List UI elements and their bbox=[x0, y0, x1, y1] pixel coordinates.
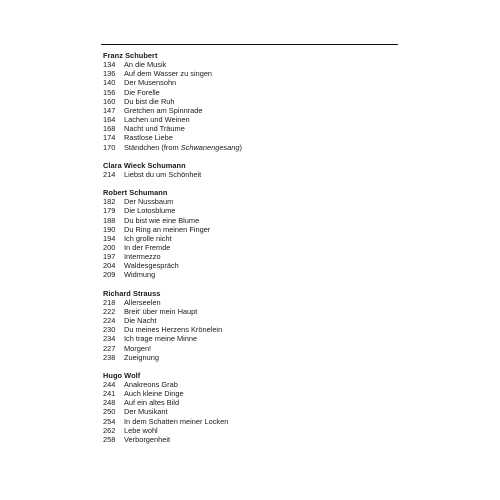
song-entry bbox=[103, 426, 403, 435]
page-number: 214 bbox=[103, 169, 116, 179]
song-entry bbox=[103, 106, 403, 115]
song-title: Ich grolle nicht bbox=[124, 233, 172, 243]
page-number: 241 bbox=[103, 389, 116, 399]
song-entry bbox=[103, 216, 403, 225]
song-entry bbox=[103, 69, 403, 78]
song-entry bbox=[103, 206, 403, 215]
page-number: 218 bbox=[103, 297, 116, 307]
song-entry bbox=[103, 344, 403, 353]
composer-section bbox=[103, 188, 403, 280]
song-entry bbox=[103, 234, 403, 243]
page-number: 140 bbox=[103, 78, 116, 88]
song-title: Anakreons Grab bbox=[124, 380, 178, 389]
page-number: 179 bbox=[103, 206, 116, 216]
song-title: Widmung bbox=[124, 270, 156, 280]
song-entry bbox=[103, 417, 403, 426]
header-rule bbox=[101, 44, 398, 45]
composer-heading: Hugo Wolf bbox=[103, 370, 141, 380]
song-entry bbox=[103, 243, 403, 252]
song-title: Der Musikant bbox=[124, 407, 168, 417]
song-entry bbox=[103, 325, 403, 334]
song-title: Die Lotosblume bbox=[124, 206, 176, 216]
page-number: 258 bbox=[103, 434, 116, 444]
song-entry bbox=[103, 78, 403, 87]
song-entry bbox=[103, 143, 403, 152]
page-number: 182 bbox=[103, 197, 116, 207]
page-number: 170 bbox=[103, 142, 116, 152]
song-title bbox=[124, 143, 403, 152]
table-of-contents bbox=[103, 51, 403, 453]
song-title: Die Nacht bbox=[124, 316, 157, 326]
song-entry bbox=[103, 380, 403, 389]
song-title: Lebe wohl bbox=[124, 425, 158, 435]
page-number: 156 bbox=[103, 87, 116, 97]
song-entry bbox=[103, 389, 403, 398]
page-number: 136 bbox=[103, 69, 116, 79]
song-title: Liebst du um Schönheit bbox=[124, 169, 202, 179]
page-number: 188 bbox=[103, 215, 116, 225]
composer-heading: Robert Schumann bbox=[103, 188, 168, 198]
composer-section bbox=[103, 371, 403, 444]
song-entry bbox=[103, 435, 403, 444]
song-entry bbox=[103, 133, 403, 142]
page-number: 164 bbox=[103, 115, 116, 125]
page-number: 227 bbox=[103, 343, 116, 353]
song-title: Ich trage meine Minne bbox=[124, 334, 198, 344]
page-number: 174 bbox=[103, 133, 116, 143]
song-entry bbox=[103, 334, 403, 343]
song-title-suffix: ) bbox=[239, 142, 242, 152]
song-title: In der Fremde bbox=[124, 242, 171, 252]
page-number: 209 bbox=[103, 270, 116, 280]
song-entry bbox=[103, 407, 403, 416]
song-entry bbox=[103, 124, 403, 133]
song-entry bbox=[103, 298, 403, 307]
song-title: Auf dem Wasser zu singen bbox=[124, 69, 213, 79]
song-title: Die Forelle bbox=[124, 87, 160, 97]
composer-section bbox=[103, 51, 403, 152]
page-number: 168 bbox=[103, 124, 116, 134]
composer-section bbox=[103, 289, 403, 362]
song-title: Du Ring an meinen Finger bbox=[124, 224, 211, 234]
page-number: 248 bbox=[103, 398, 116, 408]
song-entry bbox=[103, 270, 403, 279]
song-entry bbox=[103, 88, 403, 97]
page-number: 160 bbox=[103, 96, 116, 106]
song-title: Du meines Herzens Krönelein bbox=[124, 325, 223, 335]
page-number: 234 bbox=[103, 334, 116, 344]
page-number: 147 bbox=[103, 105, 116, 115]
song-title: Waldesgespräch bbox=[124, 261, 179, 271]
song-entry bbox=[103, 353, 403, 362]
song-title: Lachen und Weinen bbox=[124, 115, 190, 125]
song-title: Der Nussbaum bbox=[124, 197, 174, 207]
song-entry bbox=[103, 398, 403, 407]
composer-heading: Richard Strauss bbox=[103, 288, 161, 298]
song-entry bbox=[103, 60, 403, 69]
composer-section bbox=[103, 161, 403, 179]
page-number: 254 bbox=[103, 416, 116, 426]
song-entry bbox=[103, 170, 403, 179]
song-title: Nacht und Träume bbox=[124, 124, 185, 134]
song-title: An die Musik bbox=[124, 60, 167, 70]
song-title: Du bist wie eine Blume bbox=[124, 215, 200, 225]
page-number: 244 bbox=[103, 380, 116, 389]
page-number: 197 bbox=[103, 252, 116, 262]
song-title: Intermezzo bbox=[124, 252, 161, 262]
page-number: 204 bbox=[103, 261, 116, 271]
song-entry bbox=[103, 225, 403, 234]
song-entry bbox=[103, 197, 403, 206]
composer-heading: Clara Wieck Schumann bbox=[103, 160, 186, 170]
song-title: Auf ein altes Bild bbox=[124, 398, 180, 408]
song-title: Gretchen am Spinnrade bbox=[124, 105, 203, 115]
song-title: Allerseelen bbox=[124, 297, 161, 307]
song-entry bbox=[103, 261, 403, 270]
song-title: Auch kleine Dinge bbox=[124, 389, 184, 399]
page-number: 190 bbox=[103, 224, 116, 234]
song-title: Der Musensohn bbox=[124, 78, 177, 88]
page-number: 134 bbox=[103, 60, 116, 70]
song-title: In dem Schatten meiner Locken bbox=[124, 416, 229, 426]
page-number: 200 bbox=[103, 242, 116, 252]
page-number: 222 bbox=[103, 306, 116, 316]
song-entry bbox=[103, 307, 403, 316]
song-title-cycle: Schwanengesang bbox=[180, 142, 240, 152]
song-entry bbox=[103, 115, 403, 124]
song-entry bbox=[103, 316, 403, 325]
song-entry bbox=[103, 252, 403, 261]
song-title: Du bist die Ruh bbox=[124, 96, 175, 106]
song-title: Rastlose Liebe bbox=[124, 133, 173, 143]
song-title: Breit' über mein Haupt bbox=[124, 306, 198, 316]
page-number: 262 bbox=[103, 425, 116, 435]
page-number: 224 bbox=[103, 316, 116, 326]
composer-heading: Franz Schubert bbox=[103, 51, 158, 60]
page-number: 238 bbox=[103, 352, 116, 362]
song-entry bbox=[103, 97, 403, 106]
song-title-prefix: Ständchen (from bbox=[124, 142, 181, 152]
page-number: 250 bbox=[103, 407, 116, 417]
page-number: 230 bbox=[103, 325, 116, 335]
song-title: Verborgenheit bbox=[124, 434, 171, 444]
song-title: Morgen! bbox=[124, 343, 152, 353]
page-number: 194 bbox=[103, 233, 116, 243]
song-title: Zueignung bbox=[124, 352, 159, 362]
